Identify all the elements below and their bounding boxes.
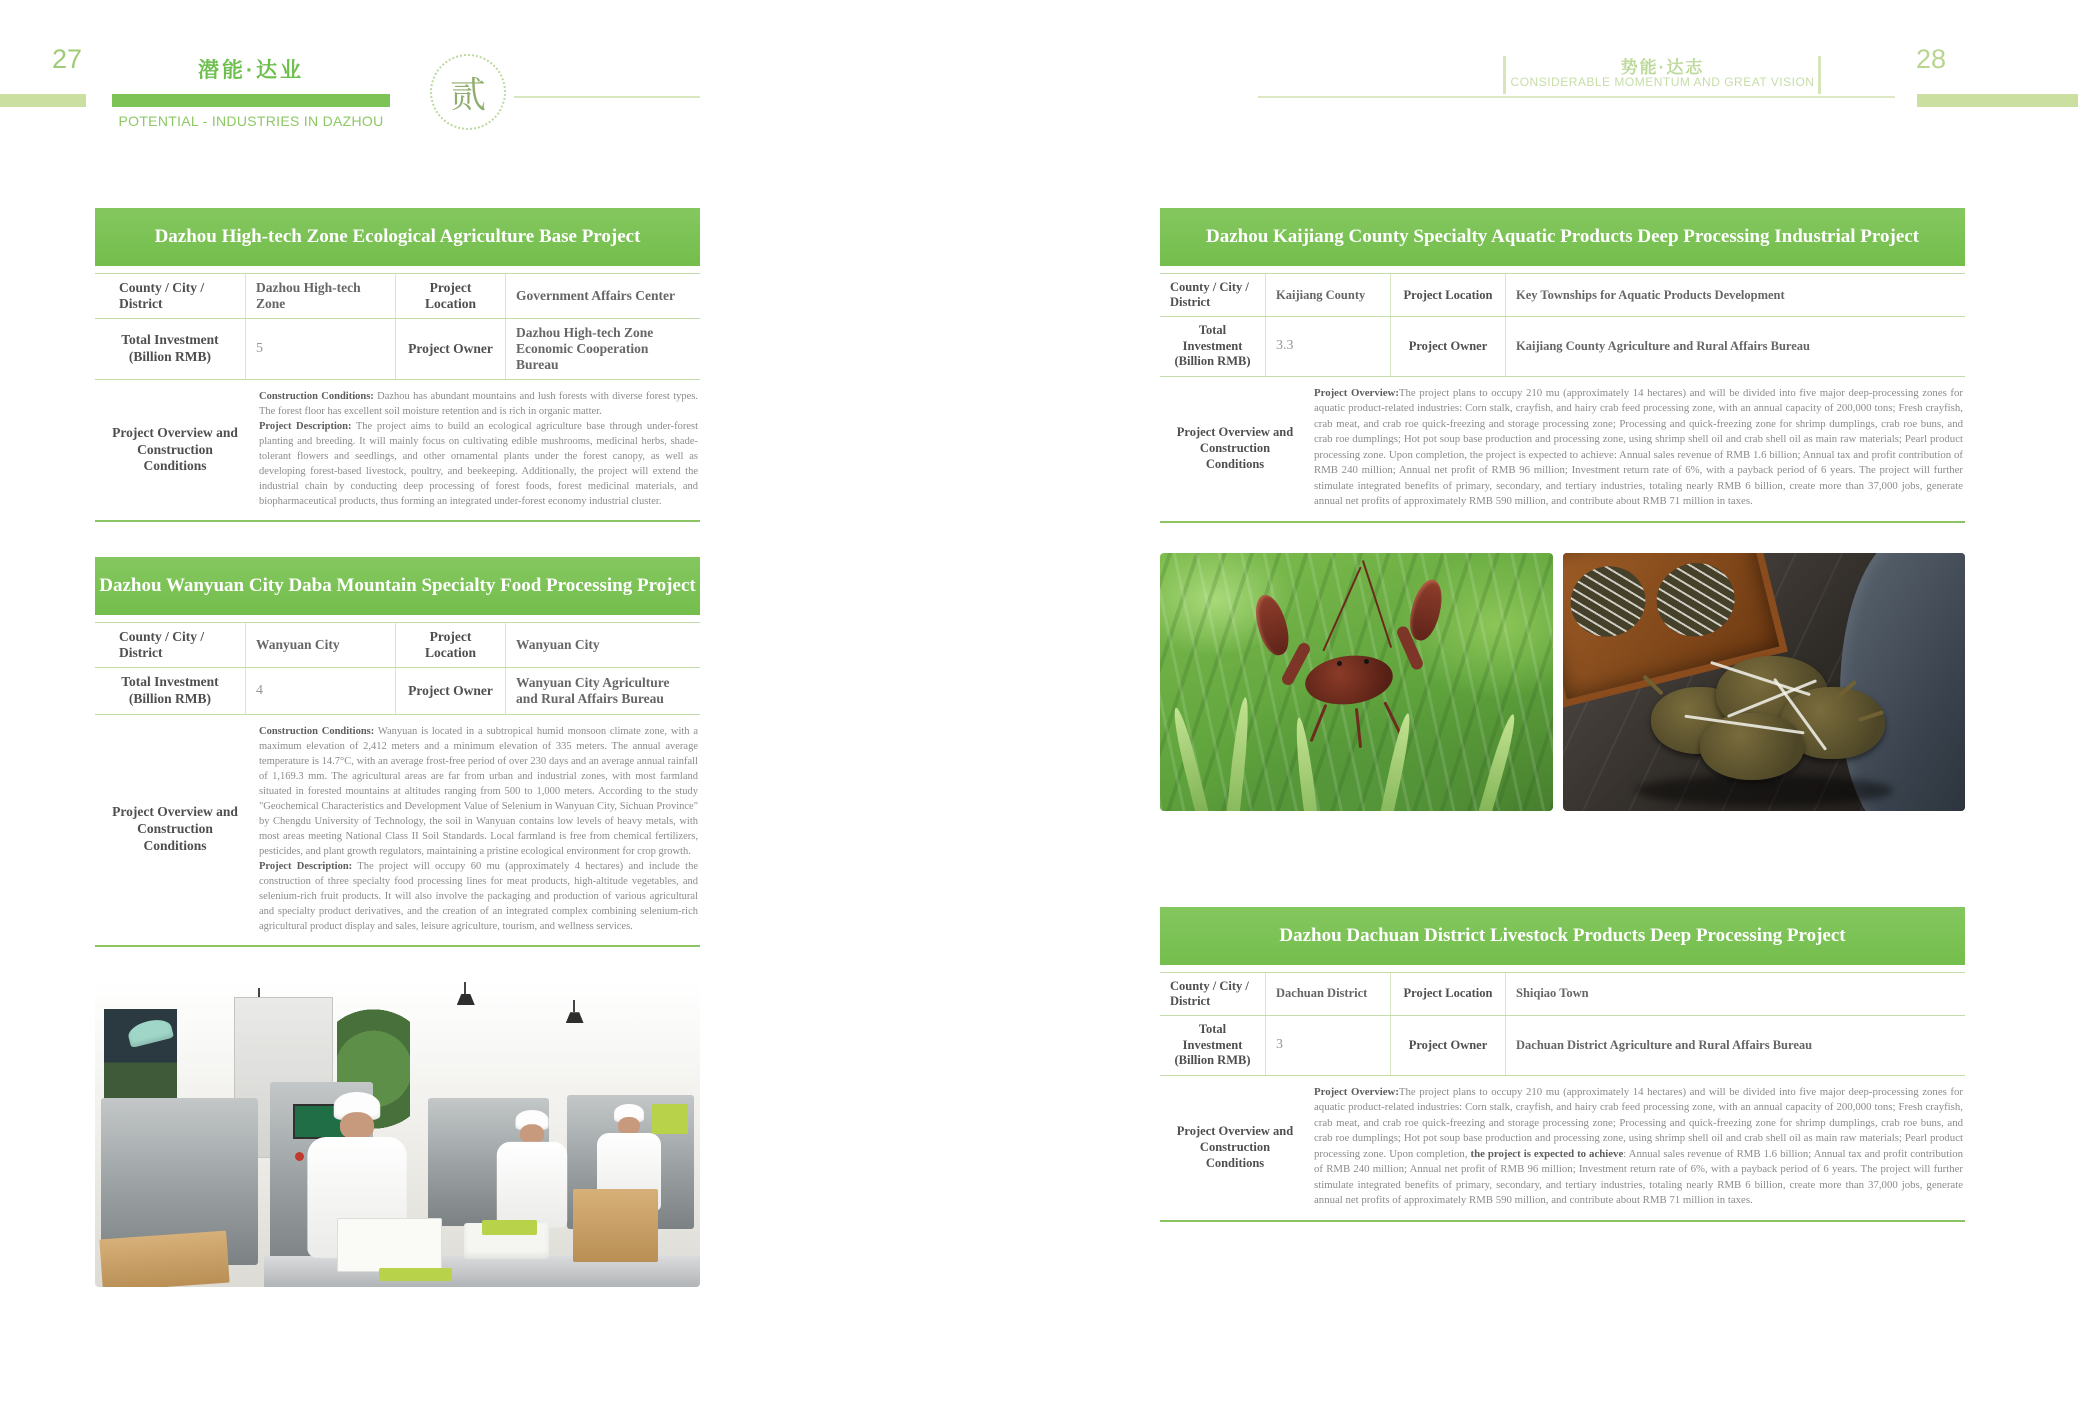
cardboard-box [99,1231,229,1287]
location-value: Key Townships for Aquatic Products Development [1505,274,1965,316]
table-row-overview [95,715,700,947]
crab-photo [1563,553,1965,811]
lamp-stem [573,1000,575,1012]
table-row [1160,317,1965,377]
worker-uniform [497,1142,567,1228]
table-row [95,319,700,380]
left-header-title-cn: 潜能·达业 [198,59,304,82]
overview-label: Project Overview and Construction Conditions [112,424,238,474]
table-row [1160,274,1965,317]
owner-value: Dazhou High-tech Zone Economic Cooperation Bureau [505,319,700,379]
overview-label: Project Overview and Construction Conditions [1176,425,1294,471]
investment-label: Total Investment (Billion RMB) [121,332,219,364]
cardboard-box [573,1189,658,1262]
green-package [379,1268,452,1280]
hairy-crab [1700,713,1805,780]
overview-label: Project Overview and Construction Conditions [1176,1124,1294,1170]
owner-label: Project Owner [1390,317,1505,376]
project-card-wanyuan [95,557,700,947]
right-header-underline [1258,96,1895,98]
overview-text [1310,377,1965,521]
owner-label: Project Owner [1390,1016,1505,1075]
photo-row [1160,553,1965,811]
shadow [1635,775,1892,806]
overview-label: Project Overview and Construction Conditions [112,804,238,854]
investment-label: Total Investment (Billion RMB) [121,674,219,706]
page-number-right: 28 [1916,44,1947,74]
table-row [1160,1016,1965,1076]
overview-text [255,380,700,520]
project-card-hightech [95,208,700,522]
county-label: County / City / District [1170,280,1249,309]
investment-value: 4 [245,668,395,714]
open-white-box [337,1218,442,1272]
owner-label: Project Owner [395,319,505,379]
tied-crab [1563,559,1652,645]
table-row [1160,973,1965,1016]
owner-value: Dachuan District Agriculture and Rural Affairs Bureau [1505,1016,1965,1075]
right-edge-bar [1917,94,2078,107]
investment-value: 3.3 [1265,317,1390,376]
investment-value: 3 [1265,1016,1390,1075]
county-label: County / City / District [1170,978,1249,1008]
left-header-green-bar [112,94,390,107]
project-title: Dazhou Dachuan District Livestock Products Deep Processing Project [1160,907,1965,965]
chapter-seal [430,54,506,130]
right-header-subtitle-en: CONSIDERABLE MOMENTUM AND GREAT VISION [1510,75,1815,89]
location-value: Government Affairs Center [505,274,700,318]
investment-value: 5 [245,319,395,379]
investment-label: Total Investment (Billion RMB) [1174,1021,1251,1068]
county-value: Wanyuan City [245,623,395,667]
location-label: Project Location [395,274,505,318]
green-package [652,1104,688,1135]
worker-face [340,1112,374,1140]
location-value: Shiqiao Town [1505,973,1965,1015]
county-value: Dazhou High-tech Zone [245,274,395,318]
left-edge-bar [0,94,86,107]
project-card-dachuan [1160,907,1965,1222]
investment-label: Total Investment (Billion RMB) [1174,323,1251,369]
county-value: Dachuan District [1265,973,1390,1015]
left-header-subtitle-en: POTENTIAL - INDUSTRIES IN DAZHOU [118,113,384,129]
location-label: Project Location [1390,973,1505,1015]
seal-decoration-line [514,96,700,98]
overview-text [1310,1076,1965,1220]
owner-value: Kaijiang County Agriculture and Rural Affairs Bureau [1505,317,1965,376]
paragraph: Project Overview:The project plans to occupy 210 mu (approximately 14 hectares) and will be divided into five major deep-processing zones for aquatic product-related industries: Corn stalk, crayfish, and hairy crab feed processing zone, with an annual capacity of 200,000 tons; Fresh crayfish, crab meat, and crab roe quick-freezing and storage processing zone; Processing and quick-freezing zone for shrimp dumplings, crab roe buns, and crab roe dumplings; Hot pot soup base production and processing zone, using shrimp shell oil and crab shell oil as main raw materials; Pearl product processing zone. Upon completion, the project is expected to achieve: Annual sales revenue of RMB 1.6 billion; Annual tax and profit contribution of RMB 240 million; Annual net profit of RMB 96 million; Investment return rate of 6%, with a payback period of 6 years. The project will further stimulate integrated benefits of primary, secondary, and tertiary industries, totaling nearly RMB 6 billion, create more than 37,000 jobs, generate annual net profits of approximately RMB 590 million, and contribute about RMB 71 million in taxes. [1314,386,1963,508]
table-row-overview [1160,1076,1965,1222]
project-title: Dazhou Wanyuan City Daba Mountain Specialty Food Processing Project [95,557,700,615]
machine-button [295,1152,304,1161]
table-row [95,623,700,668]
county-label: County / City / District [119,629,205,660]
project-title: Dazhou High-tech Zone Ecological Agriculture Base Project [95,208,700,266]
project-title: Dazhou Kaijiang County Specialty Aquatic Products Deep Processing Industrial Project [1160,208,1965,266]
location-value: Wanyuan City [505,623,700,667]
green-package [482,1220,536,1235]
table-row [95,668,700,715]
project-card-kaijiang [1160,208,1965,523]
seal-character: 贰 [449,74,486,115]
table-row-overview [1160,377,1965,523]
right-page-column [1160,208,1965,1222]
county-value: Kaijiang County [1265,274,1390,316]
lamp-stem [464,982,466,994]
left-page-column [95,208,700,1287]
tied-crab [1648,554,1742,644]
county-label: County / City / District [119,280,205,311]
paragraph: Construction Conditions: Wanyuan is located in a subtropical humid monsoon climate zone, with a maximum elevation of 2,412 meters and a minimum elevation of 335 meters. The annual average temperature is 14.7°C, with an average frost-free period of over 230 days and an average annual rainfall of 1,169.3 mm. The agricultural areas are far from urban and industrial zones, with most farmland situated in forested mountains at altitudes ranging from 500 to 1,000 meters. According to the study "Geochemical Characteristics and Development Value of Selenium in Wanyuan City, Sichuan Province" by Chengdu University of Technology, the soil in Wanyuan contains low levels of heavy metals, with most areas meeting National Class II Soil Standards. Local farmland is free from chemical fertilizers, pesticides, and plant growth regulators, maintaining a pristine ecological environment for crop growth. [259,725,698,857]
table-row-overview [95,380,700,522]
worker [497,1110,567,1228]
location-label: Project Location [1390,274,1505,316]
owner-label: Project Owner [395,668,505,714]
paragraph: Project Overview:The project plans to occupy 210 mu (approximately 14 hectares) and will be divided into five major deep-processing zones for aquatic product-related industries: Corn stalk, crayfish, and hairy crab feed processing zone, with an annual capacity of 200,000 tons; Fresh crayfish, crab meat, and crab roe quick-freezing and storage processing zone; Processing and quick-freezing zone for shrimp dumplings, crab roe buns, and crab roe dumplings; Hot pot soup base production and processing zone, using shrimp shell oil and crab shell oil as main raw materials; Pearl product processing zone. Upon completion, the project is expected to achieve: Annual sales revenue of RMB 1.6 billion; Annual tax and profit contribution of RMB 240 million; Annual net profit of RMB 96 million; Investment return rate of 6%, with a payback period of 6 years. The project will further stimulate integrated benefits of primary, secondary, and tertiary industries, totaling nearly RMB 6 billion, create more than 37,000 jobs, generate annual net profits of approximately RMB 590 million, and contribute about RMB 71 million in taxes. [1314,1085,1964,1207]
owner-value: Wanyuan City Agriculture and Rural Affairs Bureau [505,668,700,714]
page-number-left: 27 [52,44,83,74]
table-row [95,274,700,319]
factory-photo [95,982,700,1287]
paragraph: Project Description: The project will occupy 60 mu (approximately 4 hectares) and include the construction of three specialty food processing lines for meat products, high-altitude vegetables, and selenium-rich fruit products. It will also involve the packaging and production of various agricultural and specialty product derivatives, and the creation of an integrated complex combining selenium-rich agricultural product display and sales, leisure agriculture, tourism, and wellness services. [259,860,698,932]
location-label: Project Location [395,623,505,667]
overview-text [255,715,700,945]
crayfish-photo [1160,553,1553,811]
blue-fabric [1840,553,1965,811]
paragraph: Project Description: The project aims to build an ecological agriculture base through under-forest planting and breeding. It will mainly focus on cultivating edible mushrooms, medicinal herbs, shade-tolerant flowers and seedlings, and other ornamental plants under the forest canopy, as well as developing forest-based livestock, poultry, and beekeeping. Additionally, the project will extend the industrial chain by conducting deep processing of forest foods, forest medicinal materials, and biopharmaceutical products, thus forming an integrated under-forest economy industrial cluster. [259,421,698,507]
paragraph: Construction Conditions: Dazhou has abundant mountains and lush forests with diverse forest types. The forest floor has excellent soil moisture retention and is rich in organic matter. [259,391,698,417]
right-header-title-cn: 势能·达志 [1620,58,1705,77]
